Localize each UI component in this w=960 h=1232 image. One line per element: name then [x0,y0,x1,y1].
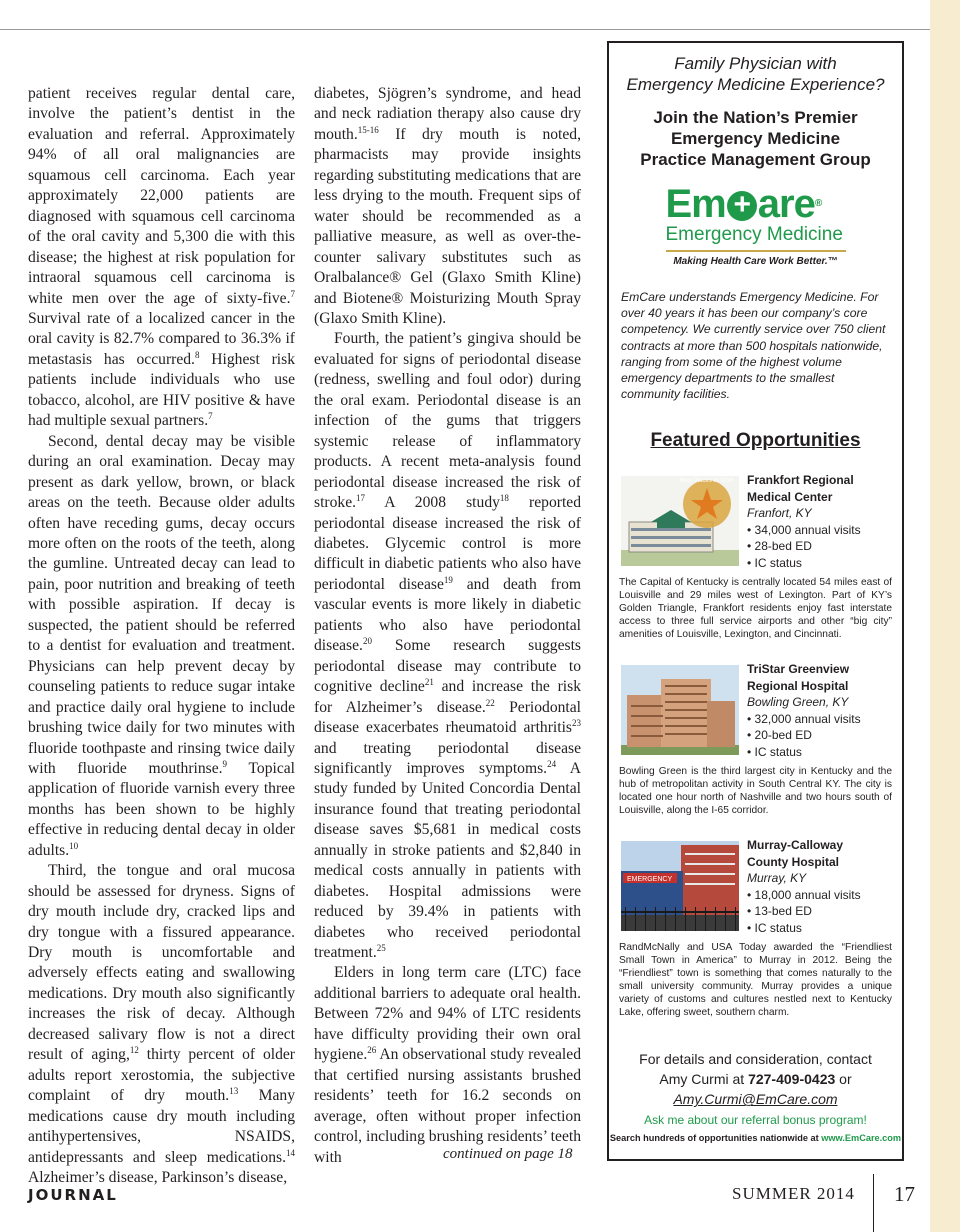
svg-text:Best Places to Work: Best Places to Work [680,478,734,485]
citation-ref: 14 [286,1147,295,1158]
issue-label: SUMMER 2014 [732,1184,855,1203]
citation-ref: 25 [376,942,386,953]
citation-ref: 7 [290,288,295,299]
website-url: www.EmCare.com [821,1133,902,1144]
emcare-logo: Em + are® Emergency Medicine Making Health Care Work Better.™ [666,184,846,267]
ad-headline: Family Physician with Emergency Medicine Experience? [626,54,885,94]
tristar-details: TriStar Greenview Regional Hospital Bowling Green, KY • 32,000 annual visits • 20-bed ED • IC status [747,662,861,759]
contact-phone: 727-409-0423 [748,1071,836,1088]
citation-ref: 8 [194,349,200,360]
featured-opportunities-heading: Featured Opportunities [650,430,861,452]
tristar-hospital-image [621,665,739,755]
opportunity-frankfort [619,474,892,568]
page-edge-strip [930,0,960,1232]
continued-note: continued on page 18 [443,1146,573,1162]
citation-ref: 18 [499,492,509,503]
logo-plus-icon: + [727,191,757,221]
citation-ref: 23 [572,717,581,728]
emcare-advertisement [607,41,904,1161]
article-column-2 [314,84,581,1168]
murray-details: Murray-Calloway County Hospital Murray, KY • 18,000 annual visits • 13-bed ED • IC status [747,838,861,935]
frankfort-description: The Capital of Kentucky is centrally located 54 miles east of Louisville and 29 miles west of Lexington. Part of KY’s Golden Triangle, Frankfort residents enjoy fast interstate access to three full service airports and other “big city” amenities of Louisville, Lexington, and Cincinnati. [619,577,892,641]
search-note: Search hundreds of opportunities nationwide at www.EmCare.com [609,1133,902,1144]
frankfort-hospital-image [621,476,739,566]
citation-ref: 22 [485,697,495,708]
citation-ref: 20 [362,636,372,647]
citation-ref: 9 [222,758,228,769]
tristar-description: Bowling Green is the third largest city in Kentucky and the hub of metropolitan activity in South Central KY. The city is located one hour north of Nashville and two hours south of Louisville, along the I-65 corridor. [619,766,892,817]
journal-wordmark: JOURNAL [28,1186,118,1204]
opportunity-murray [619,839,892,933]
citation-ref: 19 [443,574,453,585]
citation-ref: 17 [356,492,366,503]
murray-description: RandMcNally and USA Today awarded the “Friendliest Small Town in America” to Murray in 2012. Being the “Friendliest” town is something that comes naturally to the small university community. Murray provides a unique variety of customs and cultures nestled next to Kentucky Lake, offering sweet, southern charm. [619,942,892,1019]
citation-ref: 7 [208,411,213,422]
paragraph: Second, dental decay may be visible during an oral examination. Decay may present as dark yellow, brown, or black areas on the teeth. Because older adults often have receding gums, decay occurs more often on the roots of the teeth, along the gumline. Untreated decay can lead to pain, poor nutrition and breaking of teeth with possible aspiration. If decay is suspected, the patient should be referred to a dentist for evaluation and treatment. Physicians can help prevent decay by counseling patients to reduce sugar intake and practice daily oral hygiene to include brushing twice daily for two minutes with fluoride toothpaste and rinsing twice daily with fluoride mouthrinse.$^9$ Topical application of fluoride varnish every three months has been shown to be highly effective in reducing dental decay in older adults.$^{10}$ [28,432,295,859]
murray-hospital-image [621,841,739,931]
citation-ref: 12 [129,1045,139,1056]
paragraph: Third, the tongue and oral mucosa should be assessed for dryness. Signs of dry mouth include dry, cracked lips and dry tongue with a fissured appearance. Dry mouth is uncomfortable and adversely effects eating and swallowing medications. Dry mouth also significantly increases the risk of decay. Although decreased salivary flow is not a direct result of aging,$^{12}$ thirty percent of older adults report xerostomia, the subjective complaint of dry mouth.$^{13}$ Many medications cause dry mouth including antihypertensives, NSAIDS, antidepressants and sleep medications.$^{14}$ Alzheimer’s disease, Parkinson’s disease, [28,862,295,1187]
paragraph: patient receives regular dental care, involve the patient’s dentist in the evaluation and referral. Approximately 94% of all oral malignancies are squamous cell carcinoma. Each year approximately 22,000 patients are diagnosed with squamous cell carcinoma of the oral cavity and 5,300 die with this disease; the highest at risk population for intraoral squamous cell carcinoma is white men over the age of sixty-five.$^7$ Survival rate of a localized cancer in the oral cavity is 82.7% compared to 36.3% if metastasis has occurred.$^8$ Highest risk patients include individuals who use tobacco, alcohol, are HIV positive & have had multiple sexual partners.$^7$ [28,85,296,430]
frankfort-details: Frankfort Regional Medical Center Franfort, KY • 34,000 annual visits • 28-bed ED • IC status [747,473,861,570]
ad-intro-text: EmCare understands Emergency Medicine. For over 40 years it has been our company’s core competency. We currently service over 750 client contracts at more than 500 hospitals nationwide, ranging from some of the highest volume emergency departments to the smallest community facilities. [621,290,886,402]
article-column-1 [28,84,295,1188]
opportunity-tristar [619,663,892,757]
citation-ref: 13 [229,1086,239,1097]
paragraph: Fourth, the patient’s gingiva should be evaluated for signs of periodontal disease (redness, swelling and foul odor) during the oral exam. Periodontal disease is an infection of the gums that triggers systemic release of inflammatory products. A recent meta-analysis found periodontal disease increased the risk of stroke.$^{17}$ A 2008 study$^{18}$ reported periodontal disease increased the risk of diabetes. Glycemic control is more difficult in diabetic patients who also have periodontal disease$^{19}$ and death from vascular events is more likely in diabetic patients who also have periodontal disease.$^{20}$ Some research suggests periodontal disease may contribute to cognitive decline$^{21}$ and increase the risk for Alzheimer’s disease.$^{22}$ Periodontal disease exacerbates rheumatoid arthritis$^{23}$ and treating periodontal disease significantly improves symptoms.$^{24}$ A study funded by United Concordia Dental insurance found that treating periodontal disease saves $5,681 in medical costs annually in stroke patients and $2,840 in medical costs annually in patients with diabetes. Hospital admissions were reduced by 39.4% in patients with diabetes who received periodontal treatment.$^{25}$ [314,330,581,962]
ad-join-heading: Join the Nation’s Premier Emergency Medicine Practice Management Group [640,108,871,169]
svg-text:EMERGENCY: EMERGENCY [627,876,673,884]
footer-divider [873,1174,874,1232]
contact-email: Amy.Curmi@EmCare.com [673,1091,838,1108]
citation-ref: 24 [547,758,557,769]
page-number: 17 [894,1182,915,1206]
paragraph: Elders in long term care (LTC) face additional barriers to adequate oral health. Between 72% and 94% of LTC residents have difficulty providing their own oral hygiene.$^{26}$ An observational study revealed that certified nursing assistants brushed residents’ teeth for 16.2 seconds on average, often without proper infection control, including brushing residents’ teeth with [314,964,581,1166]
citation-ref: 10 [69,840,79,851]
paragraph: diabetes, Sjögren’s syndrome, and head and neck radiation therapy also cause dry mouth.$^{15-16}$ If dry mouth is noted, pharmacists may provide insights regarding substituting medications that are less drying to the mouth. Frequent sips of water should be recommended as a palliative measure, as well as over-the-counter salivary substitutes such as Oralbalance® Gel (Glaxo Smith Kline) and Biotene® Moisturizing Mouth Spray (Glaxo Smith Kline). [314,85,581,327]
contact-block: For details and consideration, contact Amy Curmi at 727-409-0423 or Amy.Curmi@EmCare.com [609,1049,902,1109]
citation-ref: 26 [367,1045,377,1056]
referral-note: Ask me about our referral bonus program! [644,1113,867,1128]
citation-ref: 21 [424,676,434,687]
citation-ref: 15-16 [357,124,379,135]
header-rule [0,29,930,30]
